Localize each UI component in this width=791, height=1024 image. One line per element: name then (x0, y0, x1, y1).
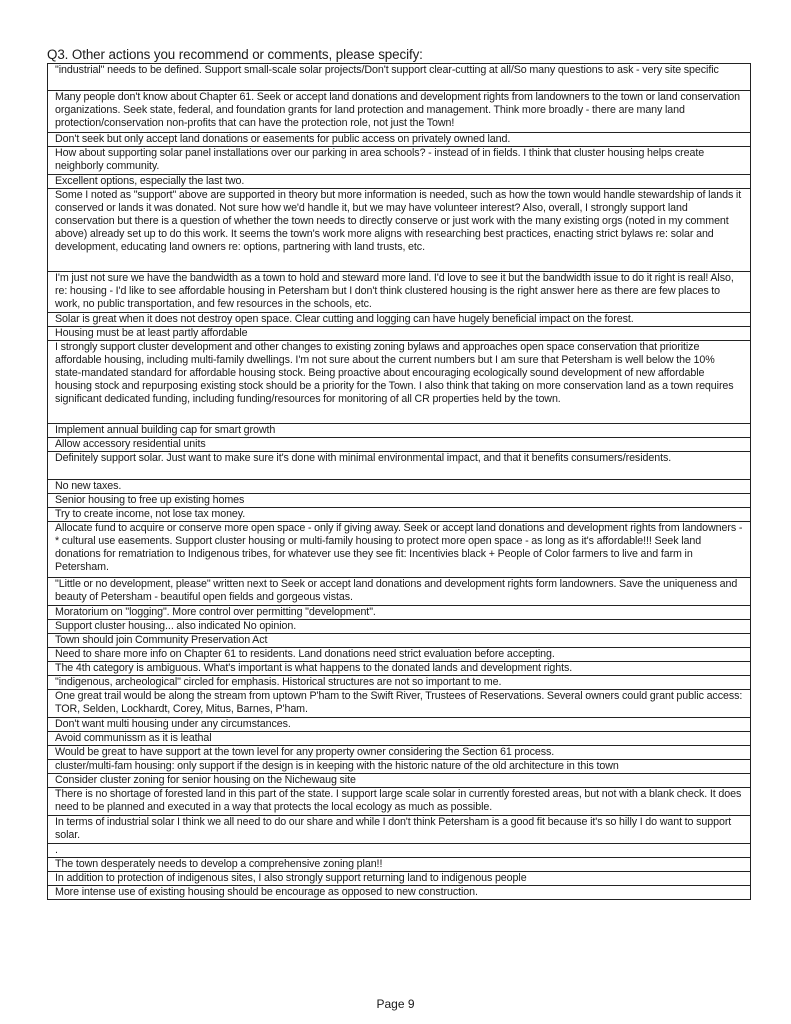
response-row: cluster/multi-fam housing: only support if the design is in keeping with the historic nature of the old architecture in this town (47, 760, 751, 774)
response-row: Definitely support solar. Just want to make sure it's done with minimal environmental impact, and that it benefits consumers/residents. (47, 452, 751, 480)
response-row: How about supporting solar panel installations over our parking in area schools? - instead of in fields. I think that cluster housing helps create neighborly community. (47, 147, 751, 175)
response-row: Try to create income, not lose tax money. (47, 508, 751, 522)
page-number: Page 9 (376, 997, 415, 1011)
response-row: Some I noted as "support" above are supported in theory but more information is needed, such as how the town would handle stewardship of lands it conserved or lands it was donated. Not sure how we'd handle it, but we may have volunteer interest? Also, overall, I strongly support land conservation but there is a question of whether the town needs to directly conserve or just work with the many existing orgs (noted in my comment above) already set up to do this work. It seems the town's work more aligns with researching best practices, enacting strict bylaws re: solar and development, educating land owners re: options, partnering with land trusts, etc. (47, 189, 751, 272)
response-row: Senior housing to free up existing homes (47, 494, 751, 508)
response-row: "Little or no development, please" written next to Seek or accept land donations and development rights form landowners. Save the uniqueness and beauty of Petersham - beautiful open fields and gorgeous vistas. (47, 578, 751, 606)
response-row: More intense use of existing housing should be encourage as opposed to new construction. (47, 886, 751, 900)
response-row: I strongly support cluster development and other changes to existing zoning bylaws and approaches open space conservation that prioritize affordable housing, including multi-family dwellings. I'm not sure about the current numbers but I am sure that Petersham is well below the 10% state-mandated standard for affordable housing stock. Being proactive about encouraging ecologically sound development of new affordable housing stock and repurposing existing stock should be a priority for the Town. I also think that taking on more conservation land as a town requires significant dedicated funding, including funding/resources for monitoring of all CR properties held by the town. (47, 341, 751, 424)
response-row: . (47, 844, 751, 858)
response-row: Would be great to have support at the town level for any property owner considering the Section 61 process. (47, 746, 751, 760)
response-row: Avoid communissm as it is leathal (47, 732, 751, 746)
response-row: "industrial" needs to be defined. Support small-scale solar projects/Don't support clear-cutting at all/So many questions to ask - very site specific (47, 64, 751, 91)
response-row: Allocate fund to acquire or conserve more open space - only if giving away. Seek or accept land donations and development rights from landowners - * cultural use easements. Support cluster housing or multi-family housing to protect more open space - as long as it's affordable!!! Seek land donations for rematriation to Indigenous tribes, for whatever use they see fit: Incentivies black + People of Color farmers to live and farm in Petersham. (47, 522, 751, 578)
responses-table (47, 63, 751, 900)
response-row: Excellent options, especially the last two. (47, 175, 751, 189)
response-row: Implement annual building cap for smart growth (47, 424, 751, 438)
response-row: In terms of industrial solar I think we all need to do our share and while I don't think Petersham is a good fit because it's so hilly I do want to support solar. (47, 816, 751, 844)
response-row: Support cluster housing... also indicated No opinion. (47, 620, 751, 634)
response-row: Housing must be at least partly affordable (47, 327, 751, 341)
response-row: "indigenous, archeological" circled for emphasis. Historical structures are not so important to me. (47, 676, 751, 690)
question-heading: Q3. Other actions you recommend or comments, please specify: (47, 47, 423, 62)
response-row: In addition to protection of indigenous sites, I also strongly support returning land to indigenous people (47, 872, 751, 886)
response-row: There is no shortage of forested land in this part of the state. I support large scale solar in currently forested areas, but not with a blank check. It does need to be planned and executed in a way that protects the local ecology as much as possible. (47, 788, 751, 816)
response-row: Solar is great when it does not destroy open space. Clear cutting and logging can have hugely beneficial impact on the forest. (47, 313, 751, 327)
response-row: Town should join Community Preservation Act (47, 634, 751, 648)
response-row: The town desperately needs to develop a comprehensive zoning plan!! (47, 858, 751, 872)
response-row: Consider cluster zoning for senior housing on the Nichewaug site (47, 774, 751, 788)
response-row: I'm just not sure we have the bandwidth as a town to hold and steward more land. I'd love to see it but the bandwidth issue to do it right is real! Also, re: housing - I'd like to see affordable housing in Petersham but I don't think clustered housing is the right answer here as there are few places to work, no public transportation, and few resources in the schools, etc. (47, 272, 751, 313)
response-row: Many people don't know about Chapter 61. Seek or accept land donations and development rights from landowners to the town or land conservation organizations. Seek state, federal, and foundation grants for land protection and management. Think more broadly - there are many land protection/conservation non-profits that can have the protection role, not just the Town! (47, 91, 751, 133)
response-row: Don't want multi housing under any circumstances. (47, 718, 751, 732)
response-row: Need to share more info on Chapter 61 to residents. Land donations need strict evaluation before accepting. (47, 648, 751, 662)
response-row: Don't seek but only accept land donations or easements for public access on privately owned land. (47, 133, 751, 147)
response-row: Moratorium on "logging". More control over permitting "development". (47, 606, 751, 620)
response-row: One great trail would be along the stream from uptown P'ham to the Swift River, Trustees of Reservations. Several owners could grant public access: TOR, Selden, Lockhardt, Corey, Mitus, Barnes, P'ham. (47, 690, 751, 718)
response-row: No new taxes. (47, 480, 751, 494)
response-row: Allow accessory residential units (47, 438, 751, 452)
response-row: The 4th category is ambiguous. What's important is what happens to the donated lands and development rights. (47, 662, 751, 676)
